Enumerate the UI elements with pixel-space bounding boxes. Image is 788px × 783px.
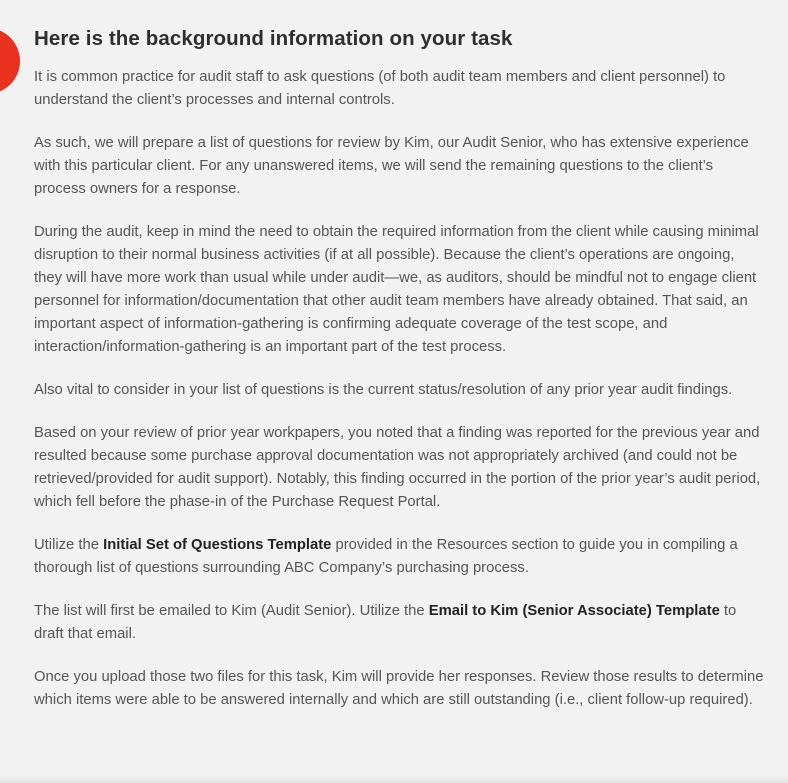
paragraph-minimal-disruption: During the audit, keep in mind the need to obtain the required information from the client while causing minimal disruption to their normal business activities (if at all possible). Because the client’s operations are ongoing, they will have more work than usual while under audit—we, as auditors, should be mindful not to engage client personnel for information/documentation that other audit team members have already obtained. That said, an important aspect of information-gathering is confirming adequate coverage of the test scope, and interaction/information-gathering is an important part of the test process.	[34, 224, 759, 355]
paragraph-prior-findings: Also vital to consider in your list of questions is the current status/resolution of any prior year audit findings.	[34, 382, 733, 398]
paragraph-email-template	[34, 600, 764, 646]
template-text-before: Utilize the	[34, 537, 104, 553]
questions-template-name: Initial Set of Questions Template	[103, 537, 332, 553]
section-title: Here is the background information on your task	[34, 27, 513, 50]
template-text-after: provided in the Resources section to guide you in compiling a thorough list of questions surrounding ABC Company’s purchasing process.	[34, 537, 738, 576]
paragraph-questions-template	[34, 534, 764, 580]
email-template-name: Email to Kim (Senior Associate) Template	[428, 603, 720, 619]
paragraph-prior-year-finding: Based on your review of prior year workpapers, you noted that a finding was reported for the previous year and resulted because some purchase approval documentation was not appropriately archived (and could not be retrieved/provided for audit support). Notably, this finding occurred in the portion of the prior year’s audit period, which fell before the phase-in of the Purchase Request Portal.	[34, 425, 761, 510]
paragraph-question-list: As such, we will prepare a list of questions for review by Kim, our Audit Senior, who has extensive experience with this particular client. For any unanswered items, we will send the remaining questions to the client’s process owners for a response.	[34, 135, 749, 197]
bottom-fade-divider	[0, 775, 788, 783]
paragraph-common-practice: It is common practice for audit staff to ask questions (of both audit team members and client personnel) to understand the client’s processes and internal controls.	[34, 69, 726, 108]
paragraph-closing: Once you upload those two files for this task, Kim will provide her responses. Review those results to determine which items were able to be answered internally and which are still outstanding (i.e., client follow-up required).	[34, 669, 764, 708]
task-background-section	[34, 26, 764, 732]
accent-circle-decoration	[0, 28, 20, 94]
email-text-before: The list will first be emailed to Kim (Audit Senior). Utilize the	[34, 603, 429, 619]
email-text-after: to draft that email.	[34, 603, 737, 642]
